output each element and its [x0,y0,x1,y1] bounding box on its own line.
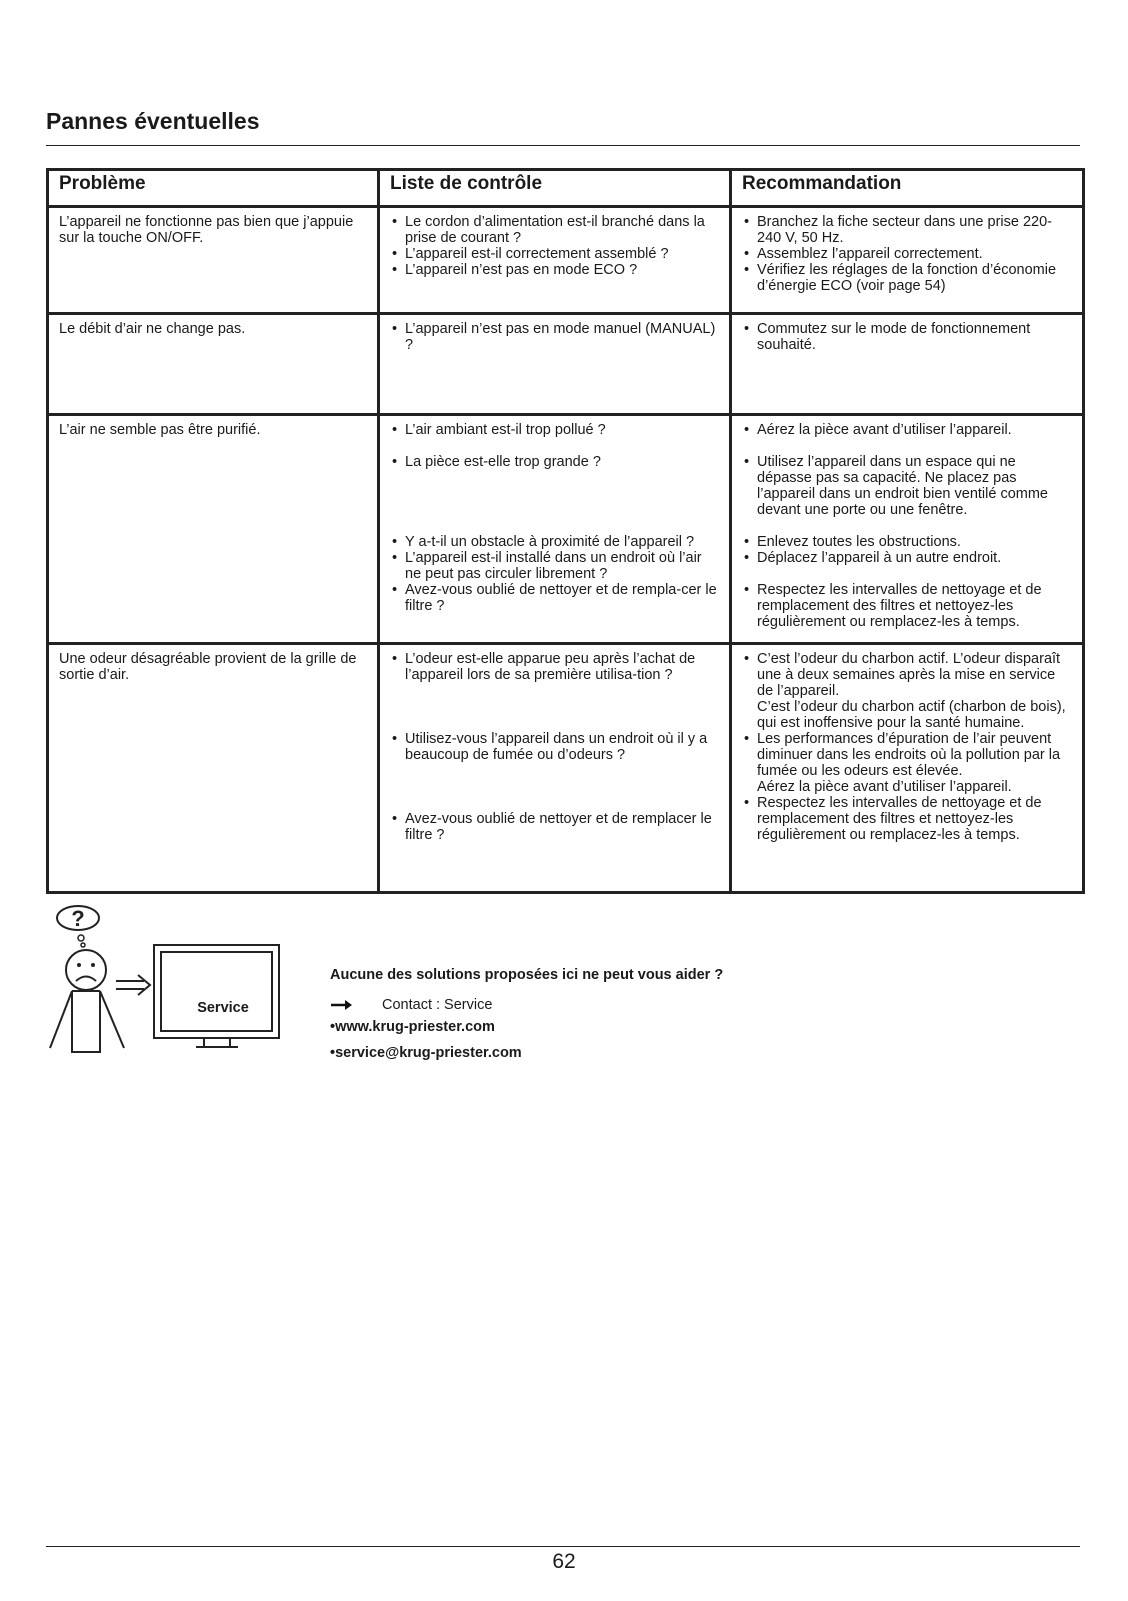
list-item: • Utilisez l’appareil dans un espace qui ne dépasse pas sa capacité. Ne placez pas l’appareil dans un endroit bien ventilé comme devant une porte ou une fenêtre. [742,454,1072,518]
rec-text: Aérez la pièce avant d’utiliser l’appareil. [757,779,1012,795]
monitor-icon [154,945,279,1038]
list-item [742,731,1072,795]
troubleshooting-table [46,168,1085,894]
table-row [48,415,1084,644]
rec-text: C’est l’odeur du charbon actif. L’odeur disparaît une à deux semaines après la mise en service de l’appareil. [757,651,1061,699]
problem-cell [48,415,379,644]
page-title: Pannes éventuelles [46,108,260,134]
service-screen-label: Service [197,1000,249,1016]
footer-divider [46,1546,1080,1547]
list-item: • Vérifiez les réglages de la fonction d’économie d’énergie ECO (voir page 54) [742,262,1072,294]
problem-text: L’air ne semble pas être purifié. [59,422,261,438]
problem-cell [48,314,379,415]
arrow-right-icon [330,999,354,1011]
list-item: • Enlevez toutes les obstructions. [742,534,1072,550]
table-row [48,314,1084,415]
rec-text: C’est l’odeur du charbon actif (charbon de bois), qui est inoffensive pour la santé humaine. [757,699,1066,731]
recommendation-cell [731,644,1084,893]
help-contact-text: Contact : Service [382,997,493,1013]
problem-cell [48,644,379,893]
checklist-cell [379,644,731,893]
list-item: • Avez-vous oublié de nettoyer et de remplacer le filtre ? [390,811,719,843]
problem-text: L’appareil ne fonctionne pas bien que j’appuie sur la touche ON/OFF. [59,214,354,246]
header-recommendation: Recommandation [731,170,1084,207]
list-item: • L’air ambiant est-il trop pollué ? [390,422,719,438]
list-item: • Branchez la fiche secteur dans une prise 220-240 V, 50 Hz. [742,214,1072,246]
recommendation-cell [731,207,1084,314]
help-block [330,966,723,1070]
list-item: • Avez-vous oublié de nettoyer et de rempla-cer le filtre ? [390,582,719,614]
list-item: • Respectez les intervalles de nettoyage et de remplacement des filtres et nettoyez-les régulièrement ou remplacez-les à temps. [742,582,1072,630]
list-item: • Assemblez l’appareil correctement. [742,246,1072,262]
list-item: • Y a-t-il un obstacle à proximité de l’appareil ? [390,534,719,550]
page-number: 62 [552,1550,576,1573]
list-item: • L’appareil n’est pas en mode manuel (MANUAL) ? [390,321,719,353]
rec-text: Les performances d’épuration de l’air peuvent diminuer dans les endroits où la pollution par la fumée ou les odeurs est élevée. [757,731,1061,779]
table-row [48,207,1084,314]
table-row [48,644,1084,893]
checklist-cell [379,415,731,644]
list-item: • L’appareil n’est pas en mode ECO ? [390,262,719,278]
recommendation-cell [731,415,1084,644]
checklist-cell [379,207,731,314]
face-eye-icon [91,963,95,967]
list-item: • Le cordon d’alimentation est-il branché dans la prise de courant ? [390,214,719,246]
website-link[interactable]: • www.krug-priester.com [330,1018,723,1044]
list-item: • L’odeur est-elle apparue peu après l’achat de l’appareil lors de sa première utilisa-tion ? [390,651,719,683]
list-item: • L’appareil est-il correctement assemblé ? [390,246,719,262]
face-eye-icon [77,963,81,967]
person-body-icon [50,991,124,1052]
title-divider [46,145,1080,146]
monitor-stand-icon [196,1038,238,1047]
problem-text: Le débit d’air ne change pas. [59,321,246,337]
recommendation-cell [731,314,1084,415]
checklist-cell [379,314,731,415]
sad-face-icon [66,950,106,990]
frown-icon [76,977,96,982]
list-item: • Aérez la pièce avant d’utiliser l’appareil. [742,422,1072,438]
table-header-row [48,170,1084,207]
thought-dot-icon [81,943,85,947]
email-link[interactable]: • service@krug-priester.com [330,1044,723,1070]
list-item: • Commutez sur le mode de fonctionnement souhaité. [742,321,1072,353]
header-problem: Problème [48,170,379,207]
list-item: • La pièce est-elle trop grande ? [390,454,719,470]
help-question: Aucune des solutions proposées ici ne peut vous aider ? [330,967,724,983]
double-arrow-icon [116,975,150,995]
list-item: • Respectez les intervalles de nettoyage et de remplacement des filtres et nettoyez-les régulièrement ou remplacez-les à temps. [742,795,1072,843]
question-mark-icon: ? [71,906,85,931]
confused-person-illustration [46,900,296,1060]
monitor-screen [161,952,272,1031]
list-item [742,651,1072,731]
list-item: • Déplacez l’appareil à un autre endroit. [742,550,1072,566]
list-item: • Utilisez-vous l’appareil dans un endroit où il y a beaucoup de fumée ou d’odeurs ? [390,731,719,763]
header-checklist: Liste de contrôle [379,170,731,207]
help-contact [330,992,723,1018]
list-item: • L’appareil est-il installé dans un endroit où l’air ne peut pas circuler librement ? [390,550,719,582]
problem-cell [48,207,379,314]
problem-text: Une odeur désagréable provient de la grille de sortie d’air. [59,651,357,683]
thought-dot-icon [78,935,84,941]
